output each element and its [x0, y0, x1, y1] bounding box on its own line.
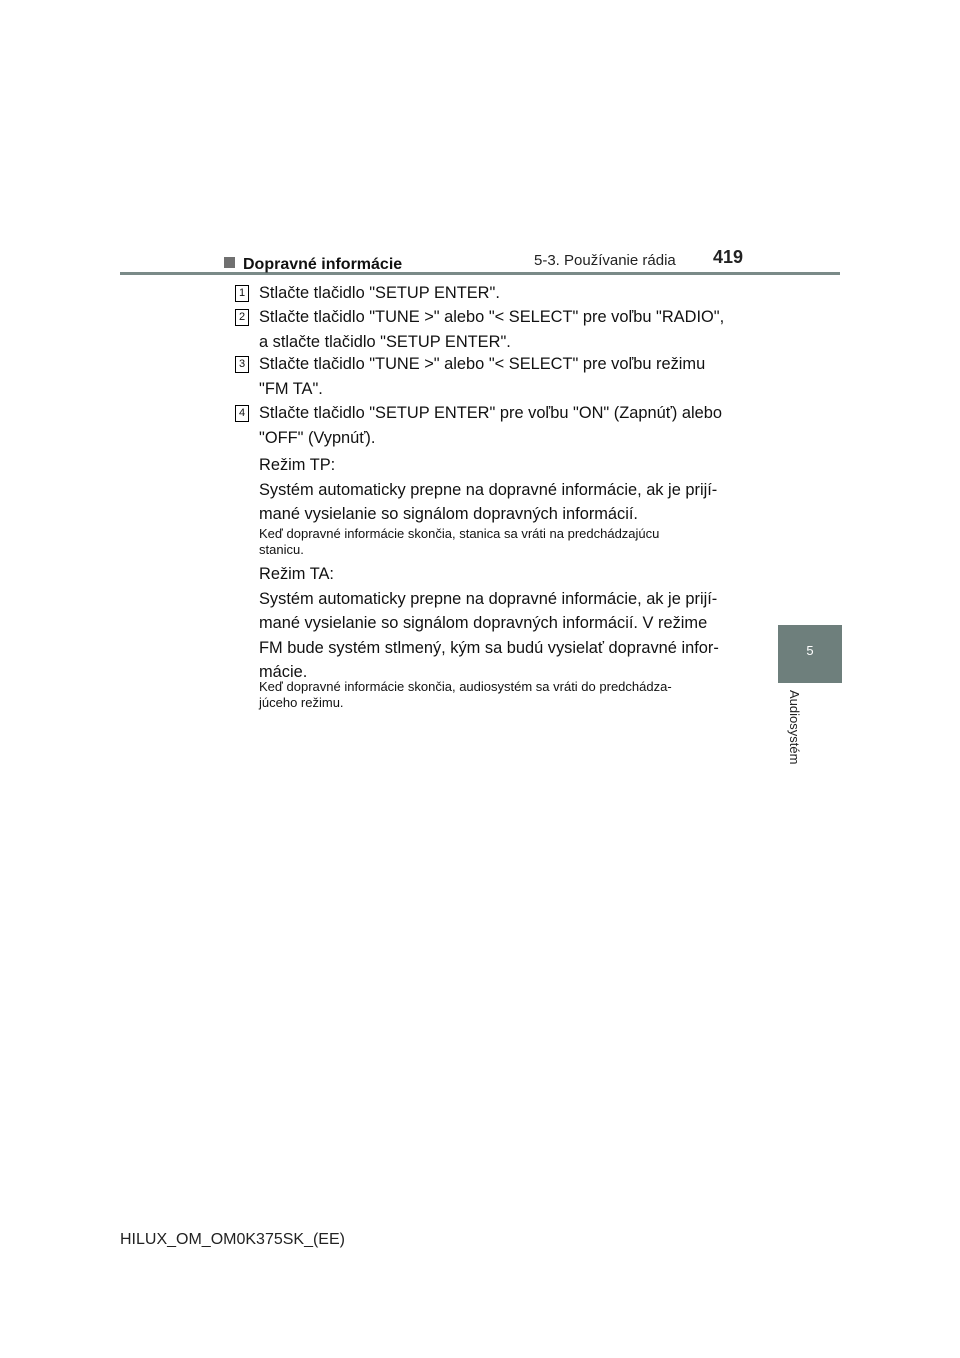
step-number-box: 2 [235, 309, 249, 326]
mode-line: mané vysielanie so signálom dopravných informácií. [259, 505, 638, 523]
chapter-number: 5 [806, 643, 814, 658]
chapter-tab [778, 625, 842, 683]
note-line: Keď dopravné informácie skončia, audiosystém sa vráti do predchádza- [259, 679, 672, 694]
mode-title: Režim TP: [259, 456, 336, 474]
step-number-box: 3 [235, 356, 249, 373]
mode-note [259, 526, 745, 558]
square-bullet-icon [224, 257, 235, 268]
mode-line: Systém automaticky prepne na dopravné informácie, ak je prijí- [259, 589, 718, 608]
step-line: Stlačte tlačidlo "SETUP ENTER". [259, 284, 500, 302]
chapter-label [786, 690, 802, 780]
page-number: 419 [713, 247, 744, 267]
step-line: Stlačte tlačidlo "SETUP ENTER" pre voľbu "ON" (Zapnúť) alebo [259, 404, 722, 422]
step-number-box: 1 [235, 285, 249, 302]
step-text [259, 305, 745, 354]
mode-title: Režim TA: [259, 565, 334, 583]
mode-note [259, 679, 745, 711]
step-line: "FM TA". [259, 379, 323, 398]
step-text [259, 352, 745, 401]
step-number-box: 4 [235, 405, 249, 422]
mode-description [259, 562, 745, 685]
mode-description [259, 453, 745, 527]
step-text [259, 281, 745, 306]
note-line: júceho režimu. [259, 695, 344, 710]
mode-line: mácie. [259, 663, 308, 681]
step-line: a stlačte tlačidlo "SETUP ENTER". [259, 332, 511, 351]
step-line: "OFF" (Vypnúť). [259, 428, 376, 447]
step-text [259, 401, 745, 450]
mode-line: Systém automaticky prepne na dopravné informácie, ak je prijí- [259, 480, 718, 499]
mode-line: FM bude systém stlmený, kým sa budú vysielať dopravné infor- [259, 638, 719, 657]
step-line: Stlačte tlačidlo "TUNE >" alebo "< SELECT" pre voľbu "RADIO", [259, 308, 725, 326]
step-line: Stlačte tlačidlo "TUNE >" alebo "< SELECT" pre voľbu režimu [259, 355, 706, 373]
note-line: Keď dopravné informácie skončia, stanica sa vráti na predchádzajúcu [259, 526, 660, 541]
section-heading-text: Dopravné informácie [243, 256, 403, 273]
note-line: stanicu. [259, 542, 304, 557]
mode-line: mané vysielanie so signálom dopravných informácií. V režime [259, 614, 708, 632]
section-heading [224, 256, 402, 274]
document-code: HILUX_OM_OM0K375SK_(EE) [120, 1231, 345, 1248]
chapter-label-text: Audiosystém [787, 690, 802, 765]
header-section-title: 5-3. Používanie rádia [534, 252, 676, 269]
